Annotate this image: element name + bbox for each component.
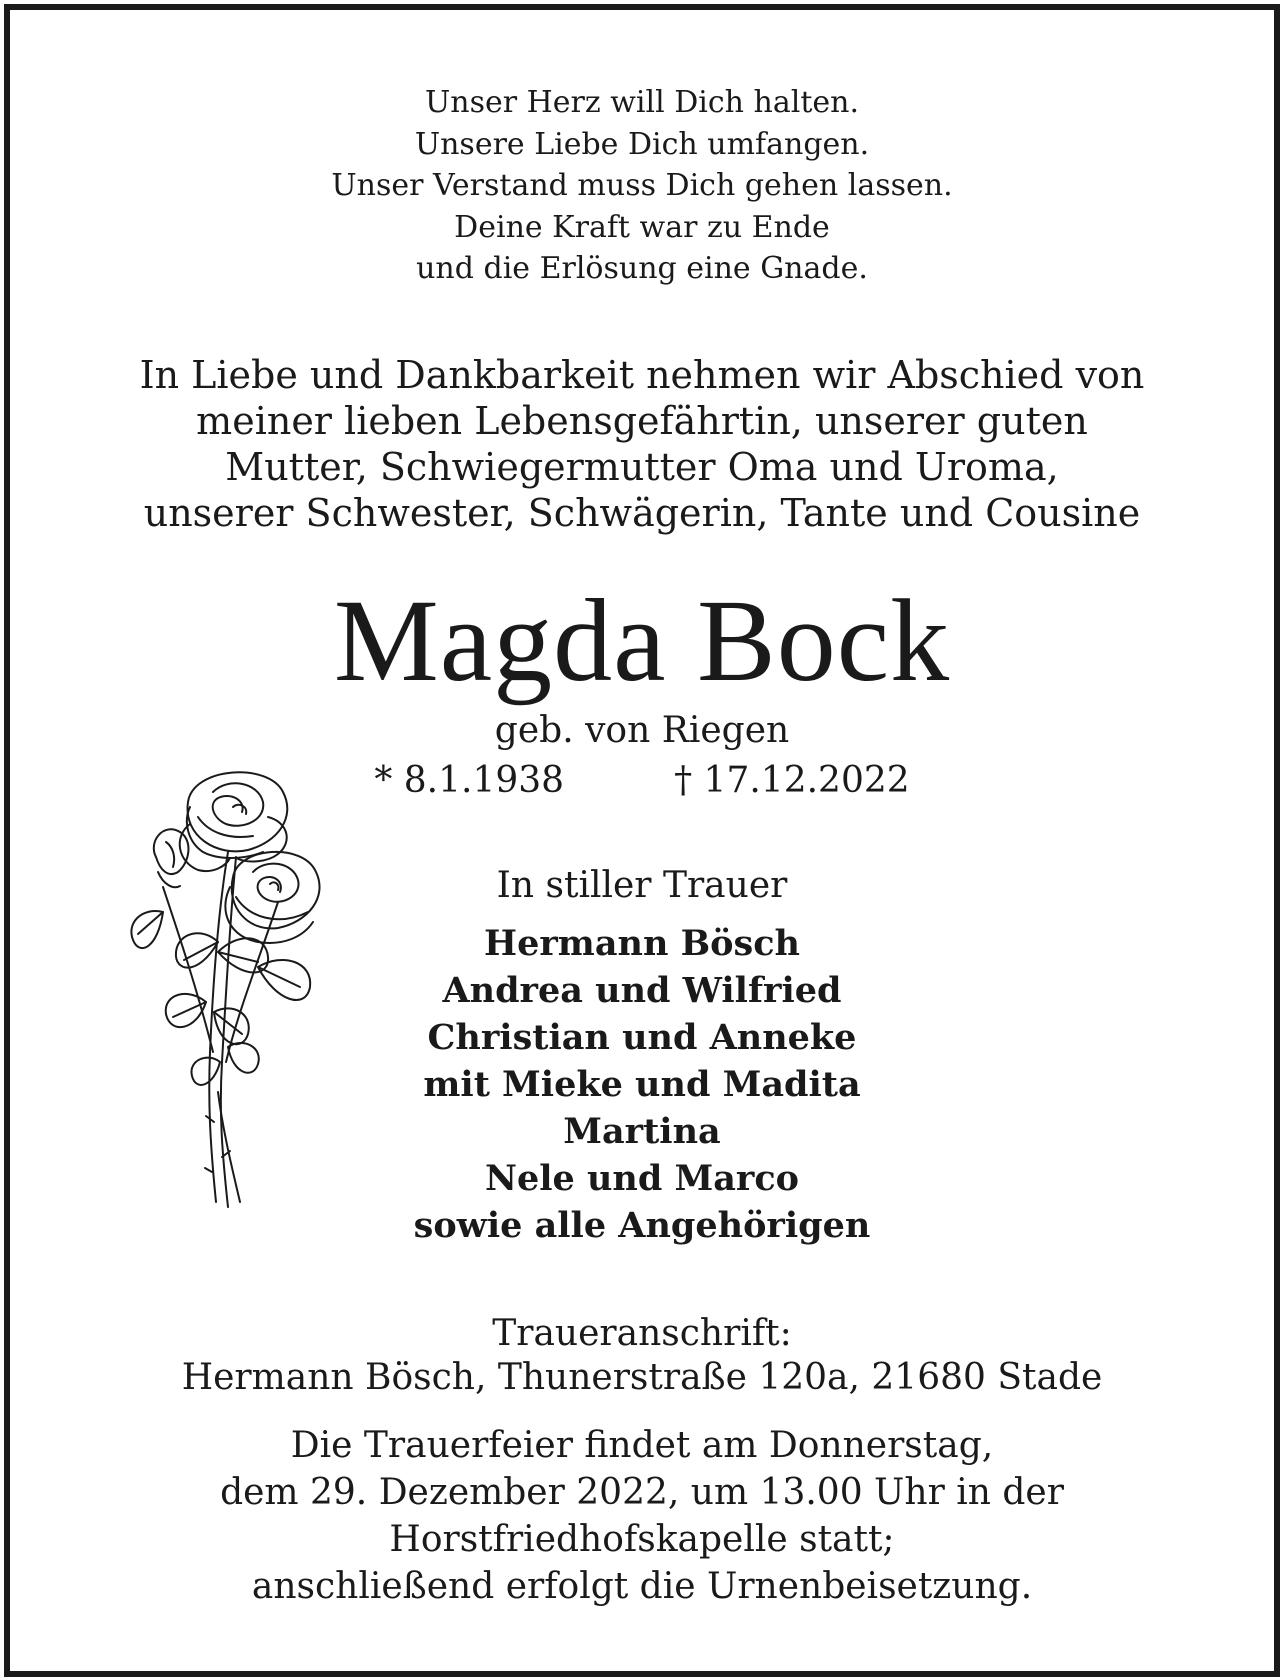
mourner-name: Martina: [563, 1111, 721, 1152]
obituary-frame: [4, 4, 1280, 1677]
service-line: Die Trauerfeier findet am Donnerstag,: [290, 1425, 994, 1466]
mourning-heading: In stiller Trauer: [496, 865, 788, 906]
poem-line: Unser Herz will Dich halten.: [424, 85, 859, 120]
poem-line: Deine Kraft war zu Ende: [454, 209, 830, 245]
death-date: † 17.12.2022: [674, 760, 910, 801]
deceased-name: Magda Bock: [333, 575, 951, 706]
service-line: anschließend erfolgt die Urnenbeisetzung.: [251, 1566, 1033, 1607]
mourner-name: mit Mieke und Madita: [423, 1064, 861, 1105]
poem-line: Unser Verstand muss Dich gehen lassen.: [331, 168, 953, 203]
poem-line: Unsere Liebe Dich umfangen.: [414, 126, 870, 162]
mourner-name: Christian und Anneke: [427, 1017, 857, 1058]
birth-date: * 8.1.1938: [374, 760, 565, 801]
intro-line: Mutter, Schwiegermutter Oma und Uroma,: [225, 445, 1059, 489]
intro-line: unserer Schwester, Schwägerin, Tante und Cousine: [143, 491, 1141, 535]
address-value: Hermann Bösch, Thunerstraße 120a, 21680 Stade: [181, 1357, 1103, 1398]
service-line: Horstfriedhofskapelle statt;: [389, 1519, 895, 1560]
poem-line: und die Erlösung eine Gnade.: [416, 251, 868, 286]
address-label: Traueranschrift:: [492, 1313, 792, 1354]
mourning-address: [10, 1312, 1274, 1400]
poem: [10, 82, 1274, 290]
intro-text: [10, 352, 1274, 536]
mourner-name: Hermann Bösch: [484, 923, 800, 964]
mourner-name: Andrea und Wilfried: [442, 970, 842, 1011]
intro-line: In Liebe und Dankbarkeit nehmen wir Abschied von: [139, 353, 1145, 397]
intro-line: meiner lieben Lebensgefährtin, unserer guten: [196, 399, 1088, 443]
mourner-name: sowie alle Angehörigen: [413, 1205, 871, 1246]
rose-illustration-icon: [118, 762, 348, 1222]
birth-name: geb. von Riegen: [494, 710, 790, 751]
service-line: dem 29. Dezember 2022, um 13.00 Uhr in der: [220, 1472, 1064, 1513]
funeral-service-info: [10, 1422, 1274, 1610]
mourner-name: Nele und Marco: [484, 1158, 800, 1199]
